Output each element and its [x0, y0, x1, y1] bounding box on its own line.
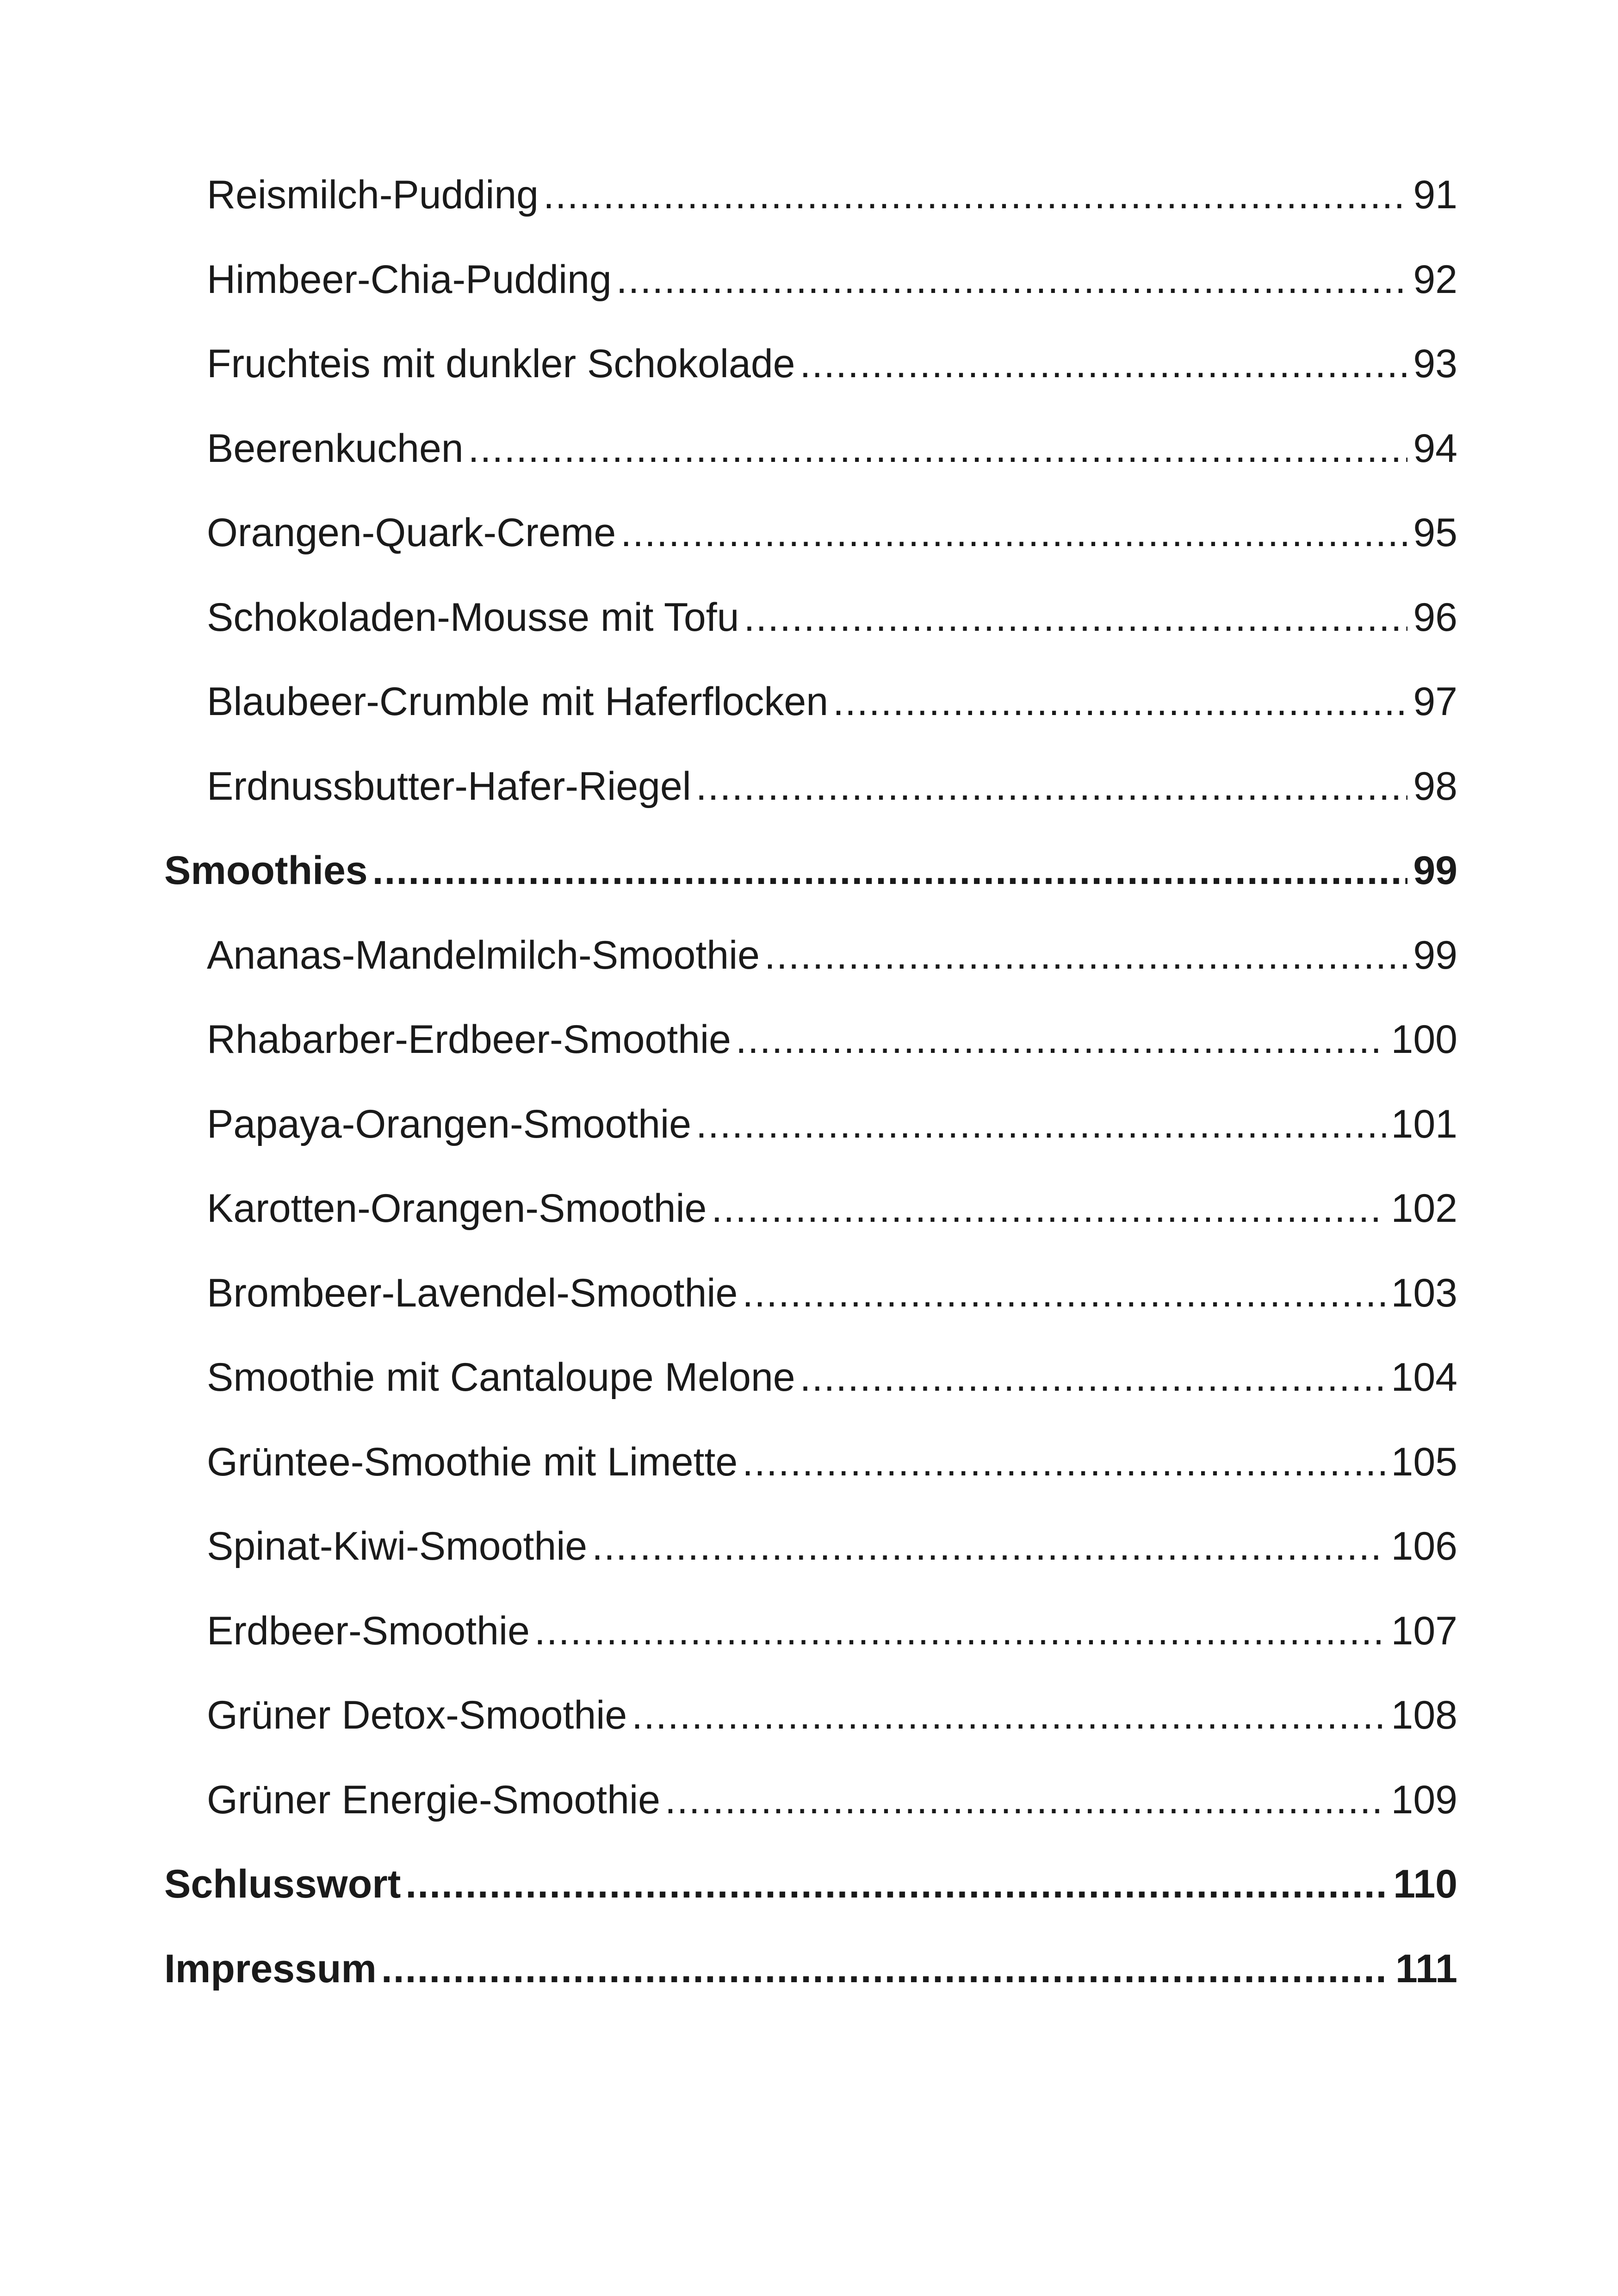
toc-dot-leader: [534, 1589, 1386, 1674]
toc-dot-leader: [665, 1758, 1386, 1842]
toc-dot-leader: [800, 1335, 1386, 1420]
toc-entry: [164, 491, 1457, 575]
toc-entry-title: Blaubeer-Crumble mit Haferflocken: [207, 679, 829, 724]
table-of-contents: [164, 153, 1457, 2011]
toc-entry-title: Orangen-Quark-Creme: [207, 510, 616, 555]
toc-entry-title: Grüntee-Smoothie mit Limette: [207, 1439, 738, 1484]
toc-entry-page-number: 100: [1391, 1017, 1457, 1062]
toc-entry-title: Schokoladen-Mousse mit Tofu: [207, 595, 739, 640]
toc-entry-page-number: 99: [1413, 848, 1457, 893]
toc-entry-page-number: 101: [1391, 1101, 1457, 1146]
toc-entry-page-number: 110: [1393, 1862, 1457, 1906]
toc-chapter-entry: [164, 828, 1457, 913]
toc-dot-leader: [381, 1927, 1390, 2011]
toc-entry: [164, 660, 1457, 744]
toc-entry-page-number: 109: [1391, 1777, 1457, 1822]
toc-entry-title: Smoothies: [164, 848, 368, 893]
toc-entry-page-number: 96: [1413, 595, 1457, 640]
toc-chapter-entry: [164, 1927, 1457, 2011]
toc-dot-leader: [372, 828, 1408, 913]
toc-entry-page-number: 91: [1413, 173, 1457, 217]
toc-entry: [164, 1589, 1457, 1674]
toc-entry-title: Impressum: [164, 1946, 377, 1991]
toc-entry-page-number: 111: [1395, 1946, 1457, 1991]
toc-entry-title: Erdbeer-Smoothie: [207, 1608, 530, 1653]
toc-entry: [164, 1673, 1457, 1758]
toc-entry-page-number: 98: [1413, 764, 1457, 809]
toc-entry: [164, 1251, 1457, 1336]
toc-dot-leader: [711, 1166, 1385, 1251]
toc-entry: [164, 997, 1457, 1082]
toc-dot-leader: [620, 491, 1407, 575]
toc-entry-page-number: 94: [1413, 426, 1457, 471]
toc-entry: [164, 1758, 1457, 1842]
toc-dot-leader: [800, 322, 1407, 406]
toc-entry: [164, 1082, 1457, 1167]
toc-entry-title: Grüner Energie-Smoothie: [207, 1777, 660, 1822]
toc-entry-page-number: 103: [1391, 1270, 1457, 1315]
toc-entry-page-number: 99: [1413, 933, 1457, 977]
toc-entry: [164, 1166, 1457, 1251]
toc-dot-leader: [632, 1673, 1385, 1758]
toc-entry-title: Himbeer-Chia-Pudding: [207, 257, 612, 302]
toc-entry-title: Fruchteis mit dunkler Schokolade: [207, 342, 795, 386]
toc-dot-leader: [405, 1842, 1388, 1927]
toc-entry: [164, 1335, 1457, 1420]
toc-entry-page-number: 104: [1391, 1355, 1457, 1400]
toc-entry-title: Beerenkuchen: [207, 426, 464, 471]
toc-entry-title: Brombeer-Lavendel-Smoothie: [207, 1270, 738, 1315]
toc-entry: [164, 237, 1457, 322]
toc-dot-leader: [833, 660, 1407, 744]
toc-entry-title: Papaya-Orangen-Smoothie: [207, 1101, 691, 1146]
toc-entry-title: Karotten-Orangen-Smoothie: [207, 1186, 707, 1231]
toc-dot-leader: [592, 1504, 1385, 1589]
toc-entry-page-number: 97: [1413, 679, 1457, 724]
toc-entry-page-number: 105: [1391, 1439, 1457, 1484]
toc-entry-title: Grüner Detox-Smoothie: [207, 1693, 627, 1737]
toc-entry: [164, 575, 1457, 660]
toc-entry-page-number: 108: [1391, 1693, 1457, 1737]
toc-dot-leader: [742, 1420, 1385, 1505]
toc-dot-leader: [744, 575, 1407, 660]
toc-entry-title: Ananas-Mandelmilch-Smoothie: [207, 933, 760, 977]
toc-entry: [164, 322, 1457, 406]
toc-dot-leader: [764, 913, 1407, 998]
toc-entry: [164, 1504, 1457, 1589]
toc-dot-leader: [742, 1251, 1385, 1336]
toc-entry: [164, 913, 1457, 998]
toc-entry: [164, 744, 1457, 829]
toc-entry-title: Spinat-Kiwi-Smoothie: [207, 1524, 588, 1568]
toc-entry: [164, 153, 1457, 237]
toc-entry-page-number: 107: [1391, 1608, 1457, 1653]
toc-entry-page-number: 95: [1413, 510, 1457, 555]
toc-dot-leader: [696, 744, 1408, 829]
toc-entry-page-number: 92: [1413, 257, 1457, 302]
toc-entry-title: Smoothie mit Cantaloupe Melone: [207, 1355, 795, 1400]
toc-entry-page-number: 102: [1391, 1186, 1457, 1231]
toc-chapter-entry: [164, 1842, 1457, 1927]
toc-entry-page-number: 93: [1413, 342, 1457, 386]
toc-entry-title: Schlusswort: [164, 1862, 401, 1906]
toc-entry-title: Reismilch-Pudding: [207, 173, 539, 217]
toc-entry: [164, 406, 1457, 491]
toc-dot-leader: [468, 406, 1408, 491]
toc-entry-title: Erdnussbutter-Hafer-Riegel: [207, 764, 691, 809]
toc-dot-leader: [696, 1082, 1386, 1167]
toc-dot-leader: [616, 237, 1408, 322]
toc-entry-title: Rhabarber-Erdbeer-Smoothie: [207, 1017, 731, 1062]
toc-entry-page-number: 106: [1391, 1524, 1457, 1568]
toc-dot-leader: [543, 153, 1407, 237]
toc-dot-leader: [736, 997, 1386, 1082]
toc-entry: [164, 1420, 1457, 1505]
